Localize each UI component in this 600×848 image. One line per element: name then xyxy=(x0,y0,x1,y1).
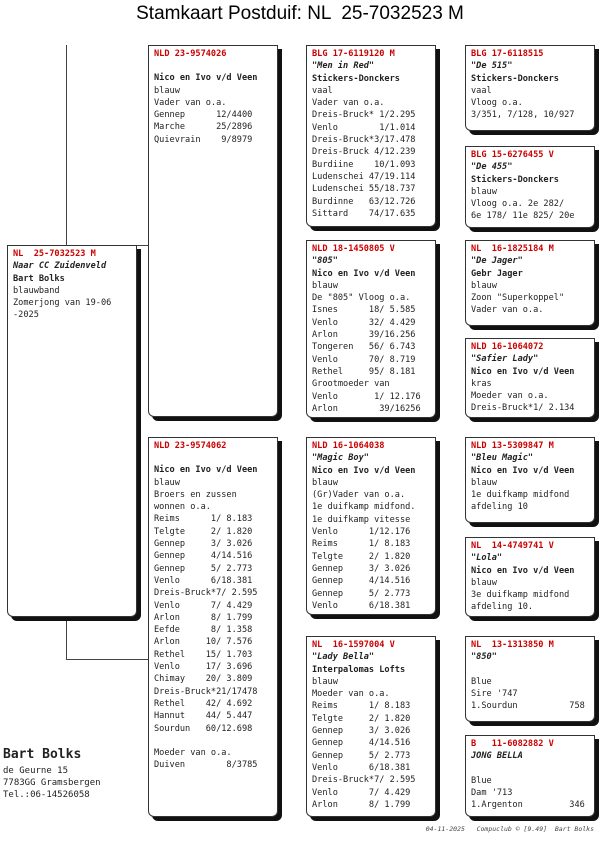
pigeon-name: "Safier Lady" xyxy=(471,354,539,365)
pigeon-name: "805" xyxy=(312,256,338,267)
ring-number: NL 16-1597004 V xyxy=(312,640,395,650)
pigeon-card-mm xyxy=(306,636,436,817)
info-line: Rethel 42/ 4.692 xyxy=(154,698,253,709)
info-line: Chimay 20/ 3.809 xyxy=(154,674,253,685)
pigeon-card-mmm xyxy=(465,735,595,817)
info-line: Arlon 39/16.256 xyxy=(312,330,416,341)
pigeon-card-ffm xyxy=(465,146,595,228)
info-line: Gennep 3/ 3.026 xyxy=(312,563,411,574)
info-line: blauw xyxy=(312,280,338,291)
ring-number: NLD 16-1064038 xyxy=(312,441,385,451)
info-line: 1.Argenton 346 xyxy=(471,800,585,811)
info-line: wonnen o.a. xyxy=(154,502,211,513)
pigeon-card-fmf xyxy=(465,240,595,326)
spacer xyxy=(154,60,273,72)
pigeon-name: "De Jager" xyxy=(471,256,523,267)
info-line: blauw xyxy=(312,477,338,488)
info-line: Gennep 4/14.516 xyxy=(154,551,253,562)
connector xyxy=(66,659,150,660)
connector xyxy=(66,45,67,245)
info-line: afdeling 10. xyxy=(471,602,534,613)
info-line: Venlo 1/1.014 xyxy=(312,122,416,133)
info-line: Arlon 8/ 1.799 xyxy=(312,799,411,810)
ring-number: NLD 23-9574062 xyxy=(154,441,227,451)
info-line: blauw xyxy=(154,477,180,488)
info-line: Isnes 18/ 5.585 xyxy=(312,305,416,316)
info-line: Sourdun 60/12.698 xyxy=(154,723,253,734)
info-line: 3/351, 7/128, 10/927 xyxy=(471,110,575,121)
breeder-street: de Geurne 15 xyxy=(3,766,69,776)
info-line: Quievrain 9/8979 xyxy=(154,134,253,145)
info-line: Venlo 17/ 3.696 xyxy=(154,662,253,673)
pigeon-name: "De 455" xyxy=(471,162,513,173)
info-line: blauw xyxy=(154,85,180,96)
info-line: Sittard 74/17.635 xyxy=(312,208,416,219)
info-line: blauw xyxy=(471,280,497,291)
pigeon-card-mfm xyxy=(465,537,595,617)
breeder-phone: Tel.:06-14526058 xyxy=(3,790,90,800)
owner-name: Interpalomas Lofts xyxy=(312,664,406,675)
info-line: blauw xyxy=(471,186,497,197)
owner-name: Nico en Ivo v/d Veen xyxy=(312,268,416,279)
info-line: Zoon "Superkoppel" xyxy=(471,293,565,304)
info-line: Burdiine 10/1.093 xyxy=(312,159,416,170)
breeder-name: Bart Bolks xyxy=(3,747,82,762)
info-line: Gennep 5/ 2.773 xyxy=(312,588,411,599)
info-line: Reims 1/ 8.183 xyxy=(312,539,411,550)
info-line: Dam '713 xyxy=(471,787,513,798)
pigeon-name: "De 515" xyxy=(471,61,513,72)
info-line: blauw xyxy=(471,477,497,488)
info-line: Dreis-Bruck*21/17478 xyxy=(154,686,258,697)
info-line: Dreis-Bruck 4/12.239 xyxy=(312,147,416,158)
owner-name: Gebr Jager xyxy=(471,268,523,279)
ring-number: BLG 17-6119120 M xyxy=(312,49,395,59)
ring-number: NL 14-4749741 V xyxy=(471,541,554,551)
info-line: Eefde 8/ 1.358 xyxy=(154,625,253,636)
pigeon-name: "Lola" xyxy=(471,553,503,564)
pigeon-name: "Bleu Magic" xyxy=(471,453,534,464)
info-line: Duiven 8/3785 xyxy=(154,760,258,771)
owner-name: Bart Bolks xyxy=(13,273,65,284)
ring-number: NLD 23-9574026 xyxy=(154,49,227,59)
pigeon-name: "Lady Bella" xyxy=(312,652,375,663)
owner-name: Nico en Ivo v/d Veen xyxy=(154,73,258,84)
info-line: Dreis-Bruck*7/ 2.595 xyxy=(312,775,416,786)
info-line: Zomerjong van 19-06 xyxy=(13,298,112,309)
info-line: Venlo 6/18.381 xyxy=(154,575,253,586)
owner-name: Nico en Ivo v/d Veen xyxy=(471,565,575,576)
info-line: Venlo 6/18.381 xyxy=(312,762,411,773)
info-line: Gennep 5/ 2.773 xyxy=(312,750,411,761)
info-line: 1e duifkamp midfond xyxy=(471,490,570,501)
info-line: 1e duifkamp midfond. xyxy=(312,502,416,513)
info-line: Vloog o.a. 2e 282/ xyxy=(471,199,565,210)
info-line: Arlon 39/16256 xyxy=(312,403,421,414)
info-line: Arlon 8/ 1.799 xyxy=(154,612,253,623)
pigeon-card-fm xyxy=(306,240,436,418)
pigeon-card-mff xyxy=(465,437,595,523)
info-line: blauw xyxy=(312,676,338,687)
breeder-city: 7783GG Gramsbergen xyxy=(3,778,101,788)
info-line: Vader van o.a. xyxy=(154,97,227,108)
info-line: Venlo 7/ 4.429 xyxy=(154,600,253,611)
info-line: Gennep 3/ 3.026 xyxy=(312,726,411,737)
breeder-info xyxy=(3,747,101,801)
ring-number: NLD 16-1064072 xyxy=(471,342,544,352)
info-line: Telgte 2/ 1.820 xyxy=(312,551,411,562)
info-line: Blue xyxy=(471,676,492,687)
owner-name: Stickers-Donckers xyxy=(312,73,400,84)
info-line: Vader van o.a. xyxy=(471,305,544,316)
info-line: Gennep 12/4400 xyxy=(154,110,253,121)
info-line: Arlon 10/ 7.576 xyxy=(154,637,253,648)
info-line: (Gr)Vader van o.a. xyxy=(312,490,406,501)
info-line: Venlo 70/ 8.719 xyxy=(312,354,416,365)
info-line: Venlo 7/ 4.429 xyxy=(312,787,411,798)
info-line: Gennep 4/14.516 xyxy=(312,738,411,749)
info-line: Dreis-Bruck* 1/2.295 xyxy=(312,110,416,121)
info-line: Venlo 32/ 4.429 xyxy=(312,317,416,328)
pigeon-card-father xyxy=(148,45,278,417)
info-line xyxy=(471,763,590,775)
info-line: Rethel 15/ 1.703 xyxy=(154,649,253,660)
spacer xyxy=(154,452,273,464)
ring-number: NLD 18-1450805 V xyxy=(312,244,395,254)
pigeon-card-fmm xyxy=(465,338,595,418)
info-line: Vader van o.a. xyxy=(312,98,385,109)
pigeon-card-main xyxy=(7,245,137,617)
info-line: Venlo 1/ 12.176 xyxy=(312,391,421,402)
ring-number: B 11-6082882 V xyxy=(471,739,554,749)
info-line: Ludenschei 47/19.114 xyxy=(312,171,416,182)
ring-number: BLG 17-6118515 xyxy=(471,49,544,59)
ring-number: NL 13-1313850 M xyxy=(471,640,554,650)
info-line: Hannut 44/ 5.447 xyxy=(154,711,253,722)
footer: 04-11-2025 Compuclub © [9.49] Bart Bolks xyxy=(425,825,594,833)
info-line: Tongeren 56/ 6.743 xyxy=(312,342,416,353)
pigeon-name: Naar CC Zuidenveld xyxy=(13,261,107,272)
pigeon-name: "Men in Red" xyxy=(312,61,375,72)
owner-name: Nico en Ivo v/d Veen xyxy=(471,465,575,476)
info-line xyxy=(471,664,590,676)
info-line: Moeder van o.a. xyxy=(471,391,549,402)
info-line: 6e 178/ 11e 825/ 20e xyxy=(471,211,575,222)
ring-number: NL 16-1825184 M xyxy=(471,244,554,254)
info-line: Venlo 6/18.381 xyxy=(312,600,411,611)
info-line: vaal xyxy=(471,85,492,96)
info-line: 1e duifkamp vitesse xyxy=(312,514,411,525)
owner-name: Stickers-Donckers xyxy=(471,73,559,84)
pigeon-card-mf xyxy=(306,437,436,615)
pigeon-card-mother xyxy=(148,437,278,817)
info-line: Vloog o.a. xyxy=(471,98,523,109)
info-line xyxy=(154,735,273,747)
info-line: Broers en zussen xyxy=(154,489,237,500)
info-line: 3e duifkamp midfond xyxy=(471,590,570,601)
pigeon-name: "850" xyxy=(471,652,497,663)
info-line: Reims 1/ 8.183 xyxy=(154,514,253,525)
info-line: Moeder van o.a. xyxy=(312,689,390,700)
info-line: Burdinne 63/12.726 xyxy=(312,196,416,207)
info-line: blauw xyxy=(471,577,497,588)
pigeon-name: "Magic Boy" xyxy=(312,453,369,464)
info-line: Telgte 2/ 1.820 xyxy=(154,526,253,537)
info-line: Dreis-Bruck*7/ 2.595 xyxy=(154,588,258,599)
owner-name: Nico en Ivo v/d Veen xyxy=(154,465,258,476)
info-line: Rethel 95/ 8.181 xyxy=(312,366,416,377)
ring-number: BLG 15-6276455 V xyxy=(471,150,554,160)
info-line: kras xyxy=(471,378,492,389)
connector xyxy=(66,616,67,660)
ring-number: NL 25-7032523 M xyxy=(13,249,96,259)
info-line: Sire '747 xyxy=(471,688,518,699)
info-line: Reims 1/ 8.183 xyxy=(312,701,411,712)
info-line: De "805" Vloog o.a. xyxy=(312,293,411,304)
info-line: Gennep 4/14.516 xyxy=(312,576,411,587)
info-line: Gennep 5/ 2.773 xyxy=(154,563,253,574)
info-line: Telgte 2/ 1.820 xyxy=(312,713,411,724)
info-line: Marche 25/2896 xyxy=(154,122,253,133)
pigeon-name: JONG BELLA xyxy=(471,751,523,762)
info-line: -2025 xyxy=(13,310,39,321)
owner-name: Nico en Ivo v/d Veen xyxy=(471,366,575,377)
pigeon-card-mmf xyxy=(465,636,595,722)
info-line: Gennep 3/ 3.026 xyxy=(154,539,253,550)
ring-number: NLD 13-5309847 M xyxy=(471,441,554,451)
info-line: Ludenschei 55/18.737 xyxy=(312,184,416,195)
info-line: Dreis-Bruck*1/ 2.134 xyxy=(471,403,575,414)
info-line: Blue xyxy=(471,775,492,786)
owner-name: Stickers-Donckers xyxy=(471,174,559,185)
info-line: Dreis-Bruck*3/17.478 xyxy=(312,135,416,146)
info-line: 1.Sourdun 758 xyxy=(471,701,585,712)
owner-name: Nico en Ivo v/d Veen xyxy=(312,465,416,476)
info-line: Grootmoeder van xyxy=(312,379,390,390)
info-line: blauwband xyxy=(13,285,60,296)
info-line: Venlo 1/12.176 xyxy=(312,527,411,538)
info-line: Moeder van o.a. xyxy=(154,747,232,758)
info-line: vaal xyxy=(312,85,333,96)
page-title: Stamkaart Postduif: NL 25-7032523 M xyxy=(136,3,464,24)
pigeon-card-ff xyxy=(306,45,436,227)
pigeon-card-fff xyxy=(465,45,595,131)
info-line: afdeling 10 xyxy=(471,502,528,513)
